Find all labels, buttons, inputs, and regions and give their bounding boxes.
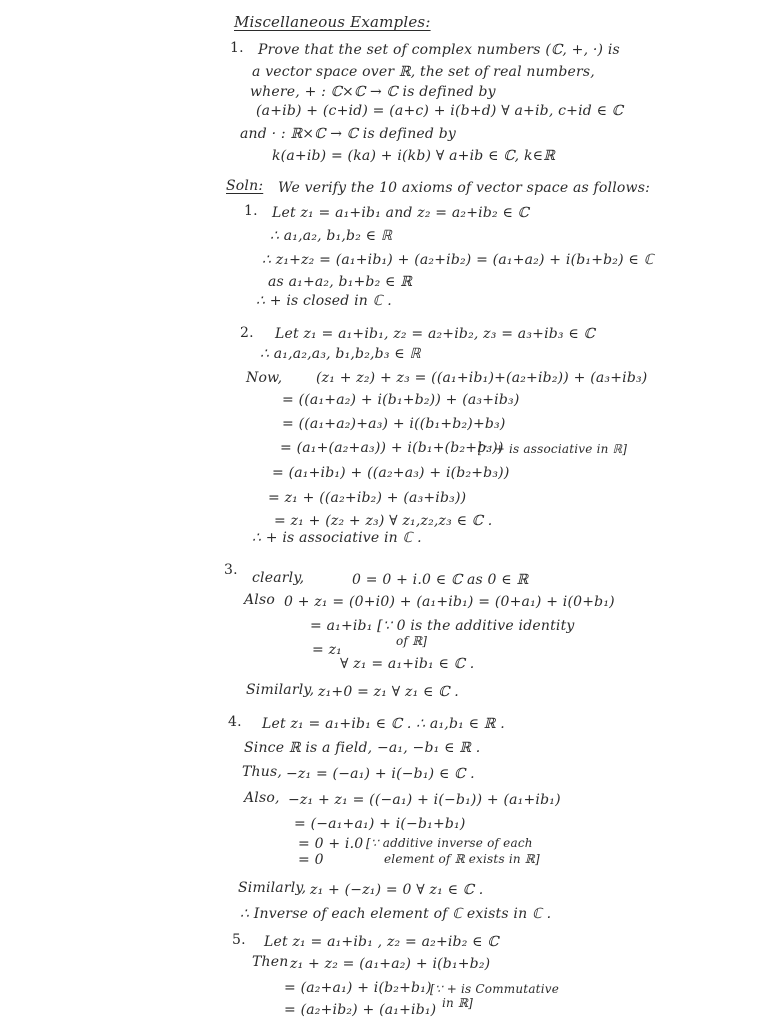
solution-label: Soln: [226, 178, 264, 194]
part-2-line-7: = (a₁+ib₁) + ((a₂+a₃) + i(b₂+b₃)) [272, 465, 510, 481]
part-4-line-6: = 0 + i.0 [298, 836, 364, 852]
statement-line-6: k(a+ib) = (ka) + i(kb) ∀ a+ib ∈ ℂ, k∈ℝ [272, 148, 556, 164]
part-3-similarly: Similarly, [246, 682, 315, 698]
statement-line-4: (a+ib) + (c+id) = (a+c) + i(b+d) ∀ a+ib, c+id ∈ ℂ [256, 103, 624, 119]
part-5-line-4: = (a₂+ib₂) + (a₁+ib₁) [284, 1002, 437, 1018]
statement-line-1: Prove that the set of complex numbers (ℂ, +, ·) is [258, 42, 620, 58]
part-5-number: 5. [232, 932, 246, 948]
part-2-reason: [∵ + is associative in ℝ] [478, 442, 628, 456]
part-3-line-5: ∀ z₁ = a₁+ib₁ ∈ ℂ . [340, 656, 475, 672]
part-1-line-5: ∴ + is closed in ℂ . [256, 293, 392, 309]
part-4-also: Also, [244, 790, 280, 806]
statement-line-5: and · : ℝ×ℂ → ℂ is defined by [240, 126, 456, 142]
part-5-line-2: z₁ + z₂ = (a₁+a₂) + i(b₁+b₂) [290, 956, 491, 972]
part-4-line-4: −z₁ + z₁ = ((−a₁) + i(−b₁)) + (a₁+ib₁) [288, 792, 561, 808]
part-5-then: Then [252, 954, 289, 970]
part-4-number: 4. [228, 714, 242, 730]
part-1-line-2: ∴ a₁,a₂, b₁,b₂ ∈ ℝ [270, 228, 393, 244]
part-3-line-3b: of ℝ] [396, 634, 428, 648]
part-4-conclusion: ∴ Inverse of each element of ℂ exists in ℂ . [240, 906, 552, 922]
part-5-reason-1: [∵ + is Commutative [430, 982, 560, 996]
part-4-line-3: −z₁ = (−a₁) + i(−b₁) ∈ ℂ . [286, 766, 475, 782]
part-1-number: 1. [244, 203, 258, 219]
part-4-line-8: z₁ + (−z₁) = 0 ∀ z₁ ∈ ℂ . [310, 882, 484, 898]
part-1-line-3: ∴ z₁+z₂ = (a₁+ib₁) + (a₂+ib₂) = (a₁+a₂) + i(b₁+b₂) ∈ ℂ [262, 252, 654, 268]
example-number: 1. [230, 40, 244, 56]
part-2-now: Now, [246, 370, 283, 386]
part-3-line-2: 0 + z₁ = (0+i0) + (a₁+ib₁) = (0+a₁) + i(0+b₁) [284, 594, 615, 610]
part-2-line-4: = ((a₁+a₂) + i(b₁+b₂)) + (a₃+ib₃) [282, 392, 520, 408]
part-3-line-4: = z₁ [312, 642, 342, 658]
part-4-reason-2: element of ℝ exists in ℝ] [384, 852, 540, 866]
part-2-number: 2. [240, 325, 254, 341]
part-4-line-2: Since ℝ is a field, −a₁, −b₁ ∈ ℝ . [244, 740, 481, 756]
part-2-line-5: = ((a₁+a₂)+a₃) + i((b₁+b₂)+b₃) [282, 416, 506, 432]
part-3-line-6: z₁+0 = z₁ ∀ z₁ ∈ ℂ . [318, 684, 459, 700]
part-2-line-3: (z₁ + z₂) + z₃ = ((a₁+ib₁)+(a₂+ib₂)) + (a₃+ib₃) [316, 370, 648, 386]
part-4-reason-1: [∵ additive inverse of each [366, 836, 533, 850]
part-4-similarly: Similarly, [238, 880, 307, 896]
part-4-line-5: = (−a₁+a₁) + i(−b₁+b₁) [294, 816, 466, 832]
statement-line-2: a vector space over ℝ, the set of real numbers, [252, 64, 595, 80]
part-2-line-1: Let z₁ = a₁+ib₁, z₂ = a₂+ib₂, z₃ = a₃+ib₃ ∈ ℂ [275, 326, 595, 342]
solution-intro: We verify the 10 axioms of vector space as follows: [278, 180, 651, 196]
part-4-line-1: Let z₁ = a₁+ib₁ ∈ ℂ . ∴ a₁,b₁ ∈ ℝ . [262, 716, 505, 732]
statement-line-3: where, + : ℂ×ℂ → ℂ is defined by [250, 84, 496, 100]
part-3-line-3: = a₁+ib₁ [∵ 0 is the additive identity [310, 618, 575, 634]
part-5-reason-2: in ℝ] [442, 996, 474, 1010]
part-3-also: Also [244, 592, 276, 608]
part-2-line-6: = (a₁+(a₂+a₃)) + i(b₁+(b₂+b₃)) [280, 440, 504, 456]
part-3-line-1: 0 = 0 + i.0 ∈ ℂ as 0 ∈ ℝ [352, 572, 529, 588]
part-2-line-2: ∴ a₁,a₂,a₃, b₁,b₂,b₃ ∈ ℝ [260, 346, 421, 362]
part-2-line-9: = z₁ + (z₂ + z₃) ∀ z₁,z₂,z₃ ∈ ℂ . [274, 513, 493, 529]
page-heading: Miscellaneous Examples: [234, 13, 431, 31]
part-1-line-1: Let z₁ = a₁+ib₁ and z₂ = a₂+ib₂ ∈ ℂ [272, 205, 530, 221]
part-4-line-7: = 0 [298, 852, 324, 868]
part-2-conclusion: ∴ + is associative in ℂ . [252, 530, 422, 546]
part-3-clearly: clearly, [252, 570, 305, 586]
part-1-line-4: as a₁+a₂, b₁+b₂ ∈ ℝ [268, 274, 413, 290]
part-4-thus: Thus, [242, 764, 283, 780]
part-5-line-1: Let z₁ = a₁+ib₁ , z₂ = a₂+ib₂ ∈ ℂ [264, 934, 499, 950]
part-2-line-8: = z₁ + ((a₂+ib₂) + (a₃+ib₃)) [268, 490, 467, 506]
part-5-line-3: = (a₂+a₁) + i(b₂+b₁) [284, 980, 432, 996]
part-3-number: 3. [224, 562, 238, 578]
